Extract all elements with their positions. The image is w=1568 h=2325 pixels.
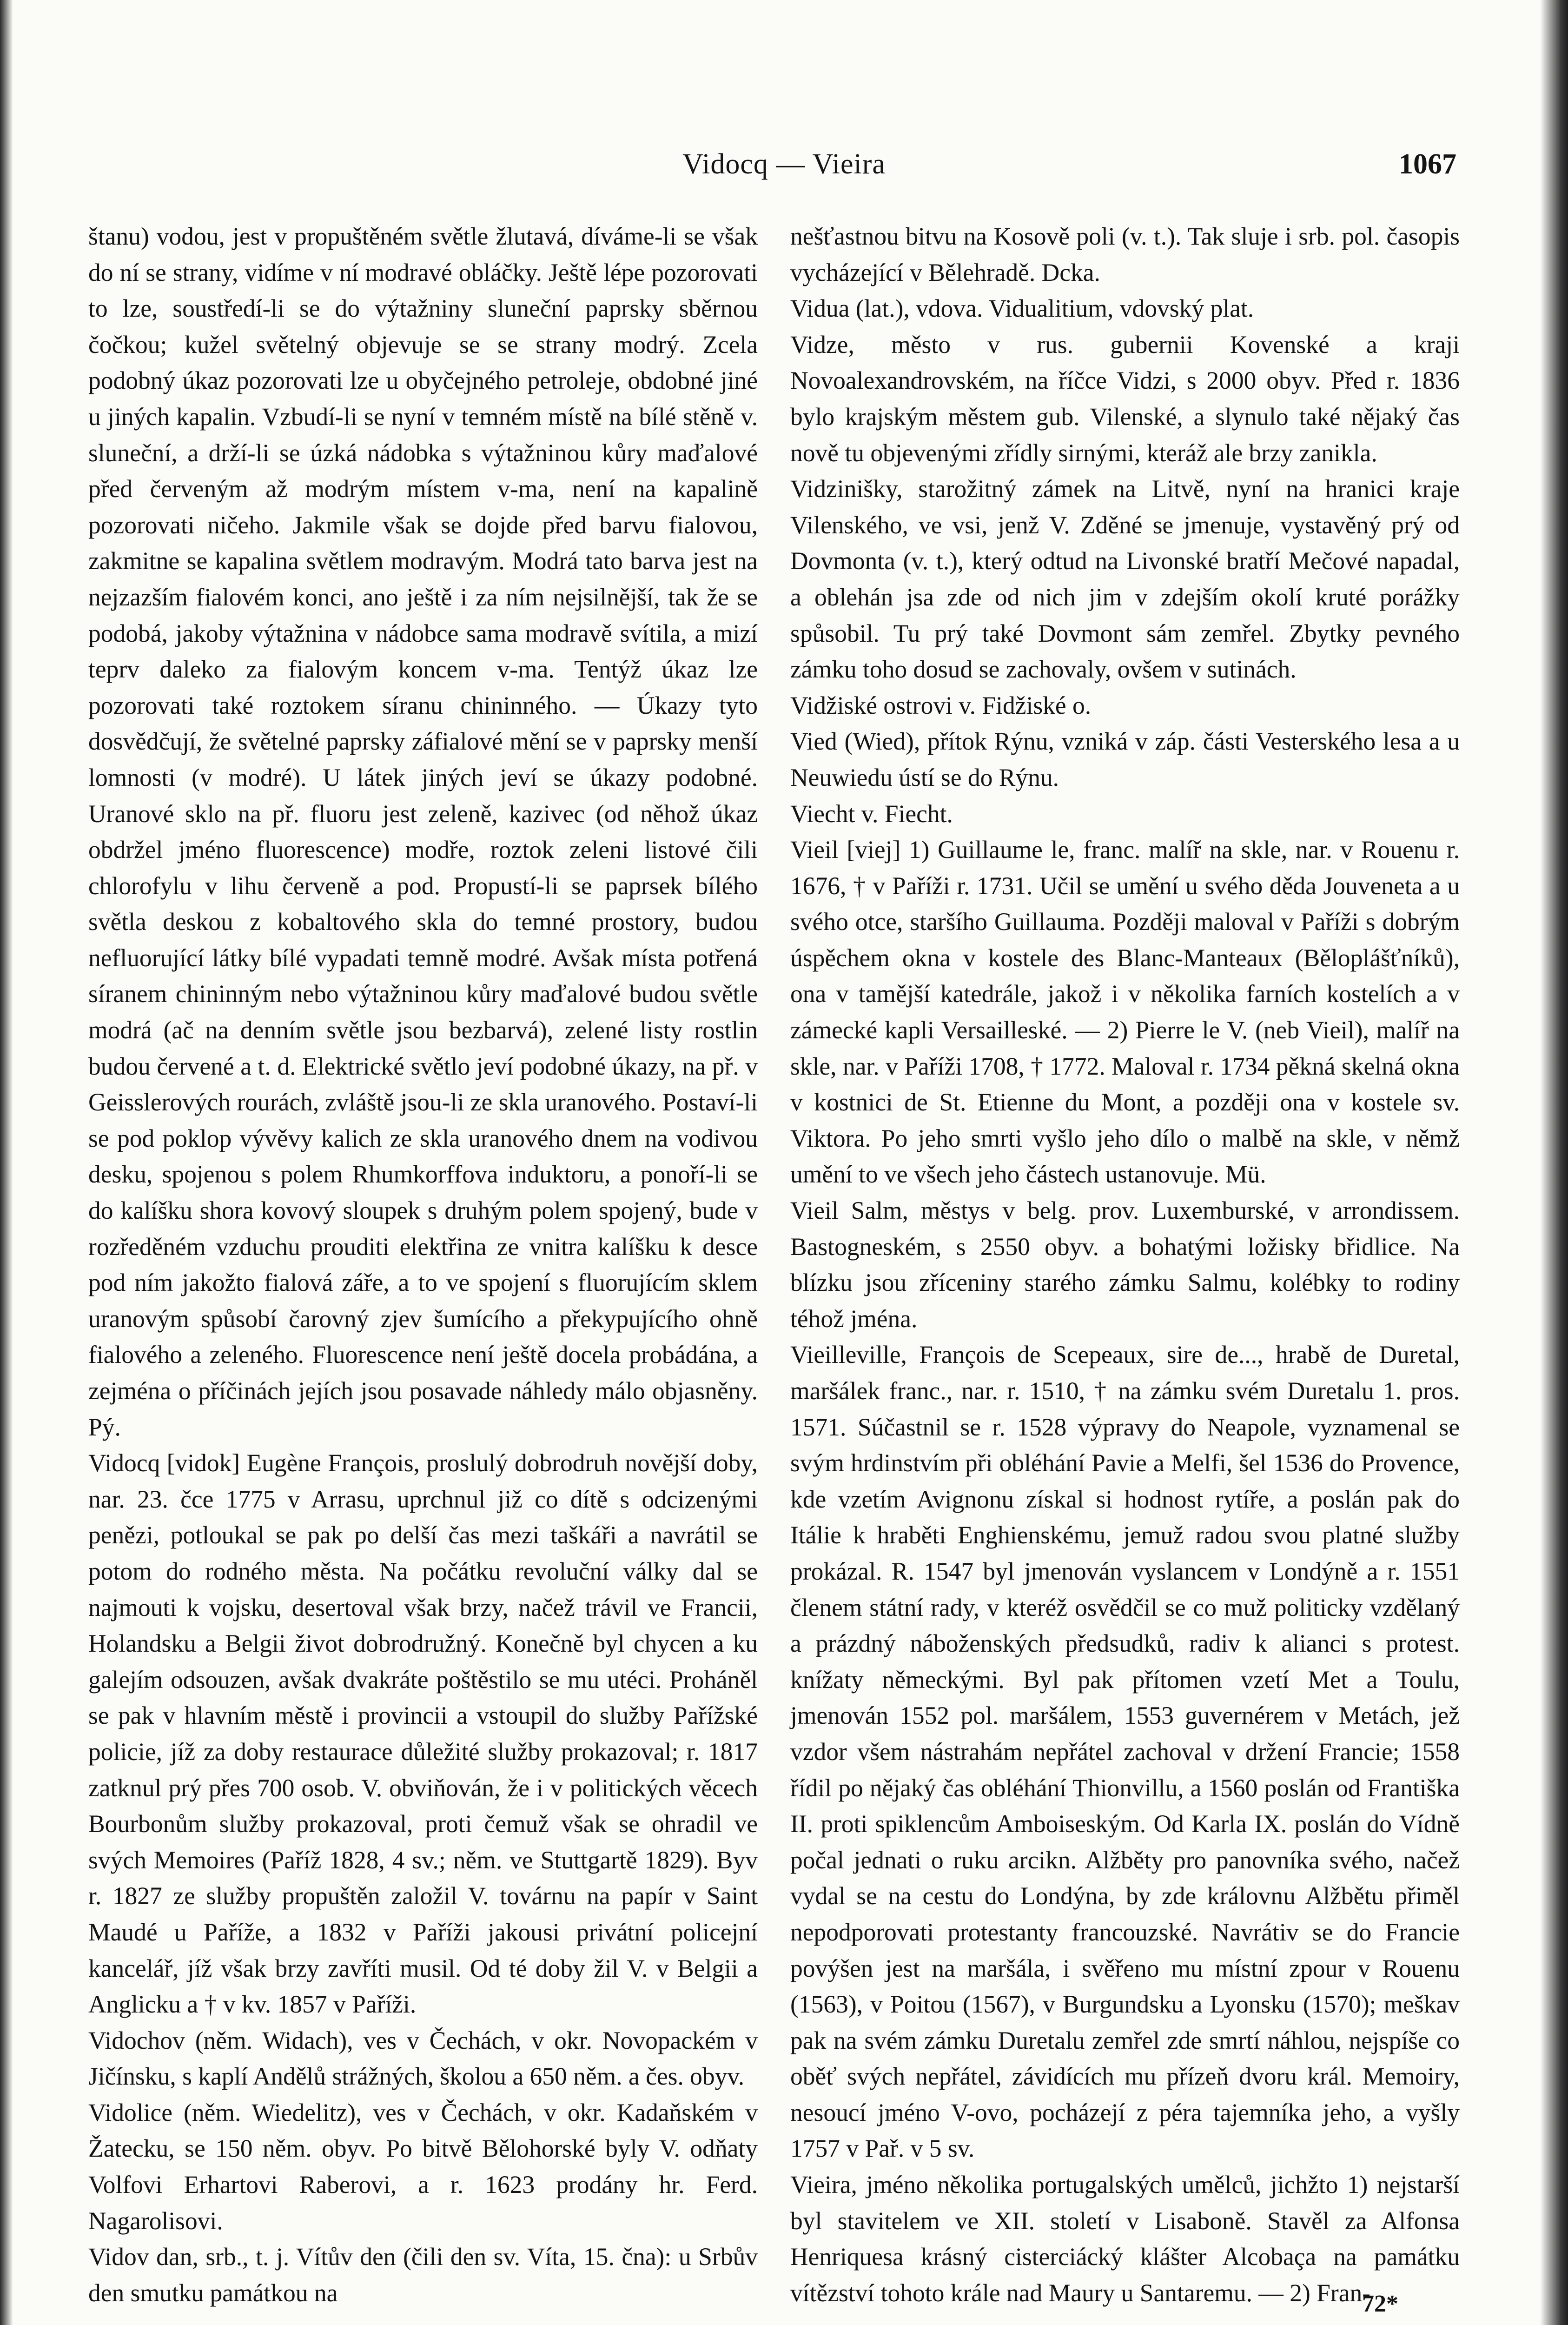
entry-vied: Vied (Wied), přítok Rýnu, vzniká v záp. části Vesterského lesa a u Neuwiedu ústí se do Rýnu. bbox=[790, 727, 1460, 791]
right-column bbox=[790, 219, 1460, 2311]
entry-vidocq: Vidocq [vidok] Eugène François, proslulý dobrodruh novější doby, nar. 23. čce 1775 v Arrasu, uprchnul již co dítě s odcizenými penězi, potloukal se pak po delší čas mezi taškáři a navrátil se potom do rodného města. Na počátku revoluční války dal se najmouti k vojsku, desertoval však brzy, načež trávil ve Francii, Holandsku a Belgii život dobrodružný. Konečně byl chycen a ku galejím odsouzen, avšak dvakráte poštěstilo se mu utéci. Proháněl se pak v hlavním městě i provincii a vstoupil do služby Pařížské policie, jíž za doby restaurace důležité služby prokazoval; r. 1817 zatknul prý přes 700 osob. V. obviňován, že i v politických věcech Bourbonům služby prokazoval, proti čemuž však se ohradil ve svých Memoires (Paříž 1828, 4 sv.; něm. ve Stuttgartě 1829). Byv r. 1827 ze služby propuštěn založil V. továrnu na papír v Saint Maudé u Paříže, a 1832 v Paříži jakousi privátní policejní kancelář, jíž však brzy zavříti musil. Od té doby žil V. v Belgii a Anglicku a † v kv. 1857 v Paříži. bbox=[88, 1449, 758, 2019]
entry-vidze: Vidze, město v rus. gubernii Kovenské a kraji Novoalexandrovském, na říčce Vidzi, s 2000 obyv. Před r. 1836 bylo krajským městem gub. Vilenské, a slynulo také nějaký čas nově tu objevenými zřídly sirnými, kteráž ale brzy zanikla. bbox=[790, 330, 1460, 467]
entry-vidov-dan: Vidov dan, srb., t. j. Vítův den (čili den sv. Víta, 15. čna): u Srbův den smutku památkou na bbox=[88, 2243, 758, 2307]
entry-vieil: Vieil [viej] 1) Guillaume le, franc. malíř na skle, nar. v Rouenu r. 1676, † v Paříži r. 1731. Učil se umění u svého děda Jouveneta a u svého otce, staršího Guillauma. Později maloval v Paříži s dobrým úspěchem okna v kostele des Blanc-Manteaux (Běloplášťníků), ona v tamější katedrále, jakož i v několika farních kostelích a v zámecké kapli Versailleské. — 2) Pierre le V. (neb Vieil), malíř na skle, nar. v Paříži 1708, † 1772. Maloval r. 1734 pěkná skelná okna v kostnici de St. Etienne du Mont, a později ona v kostele sv. Viktora. Po jeho smrti vyšlo jeho dílo o malbě na skle, v němž umění to ve všech jeho částech ustanovuje. Mü. bbox=[790, 836, 1460, 1189]
entry-vieira: Vieira, jméno několika portugalských umělců, jichžto 1) nejstarší byl stavitelem ve XII. století v Lisaboně. Stavěl za Alfonsa Henriquesa krásný cisterciácký klášter Alcobaça na památku vítězství tohoto krále nad Maury u Santaremu. — 2) Fran- bbox=[790, 2171, 1460, 2307]
entry-viecht: Viecht v. Fiecht. bbox=[790, 799, 953, 828]
entry-vieil-salm: Vieil Salm, městys v belg. prov. Luxemburské, v arrondissem. Bastogneském, s 2550 obyv. a bohatými ložisky břidlice. Na blízku jsou zříceniny starého zámku Salmu, kolébky to rodiny téhož jména. bbox=[790, 1196, 1460, 1333]
left-paragraph-fluorescence: štanu) vodou, jest v propuštěném světle žlutavá, díváme-li se však do ní se strany, vidíme v ní modravé obláčky. Ještě lépe pozorovati to lze, soustředí-li se do výtažniny sluneční paprsky sběrnou čočkou; kužel světelný objevuje se se strany modrý. Zcela podobný úkaz pozorovati lze u obyčejného petroleje, obdobné jiné u jiných kapalin. Vzbudí-li se nyní v temném místě na bílé stěně v. sluneční, a drží-li se úzká nádobka s výtažninou kůry maďalové před červeným až modrým místem v-ma, není na kapalině pozorovati ničeho. Jakmile však se dojde před barvu fialovou, zakmitne se kapalina světlem modravým. Modrá tato barva jest na nejzazším fialovém konci, ano ještě i za ním nejsilnější, tak že se podobá, jakoby výtažnina v nádobce sama modravě svítila, a mizí teprv daleko za fialovým koncem v-ma. Tentýž úkaz lze pozorovati také roztokem síranu chininného. — Úkazy tyto dosvědčují, že světelné paprsky záfialové mění se v paprsky menší lomnosti (v modré). U látek jiných jeví se úkazy podobné. Uranové sklo na př. fluoru jest zeleně, kazivec (od něhož úkaz obdržel jméno fluorescence) modře, roztok zeleni listové čili chlorofylu v lihu červeně a pod. Propustí-li se paprsek bílého světla deskou z kobaltového skla do temné prostory, budou nefluorující látky bílé vypadati temně modré. Avšak místa potřená síranem chininným nebo výtažninou kůry maďalové budou světle modrá (ač na denním světle jsou bezbarvá), zelené listy rostlin budou červené a t. d. Elektrické světlo jeví podobné úkazy, na př. v Geisslerových rourách, zvláště jsou-li ze skla uranového. Postaví-li se pod poklop vývěvy kalich ze skla uranového dnem na vodivou desku, spojenou s polem Rhumkorffova induktoru, a ponoří-li se do kalíšku shora kovový sloupek s druhým polem spojený, bude v rozředěném vzduchu prouditi elektřina ze vnitra kalíšku k desce pod ním jakožto fialová záře, a to ve spojení s fluorujícím sklem uranovým spůsobí čarovný zjev šumícího a překypujícího ohně fialového a zeleného. Fluorescence není ještě docela probádána, a zejména o příčinách jejích jsou posavade náhledy málo objasněny. Pý. bbox=[88, 222, 758, 1441]
entry-vidzinisky: Vidzinišky, starožitný zámek na Litvě, nyní na hranici kraje Vilenského, ve vsi, jenž V. Zděné se jmenuje, vystavěný prý od Dovmonta (v. t.), který odtud na Livonské bratří Mečové napadal, a oblehán jsa zde od nich jim v zdejším okolí kruté porážky spůsobil. Tu prý také Dovmont sám zemřel. Zbytky pevného zámku toho dosud se zachovaly, ovšem v sutinách. bbox=[790, 475, 1460, 684]
left-column bbox=[88, 219, 758, 2311]
entry-vieilleville: Vieilleville, François de Scepeaux, sire de..., hrabě de Duretal, maršálek franc., nar. r. 1510, † na zámku svém Duretalu 1. pros. 1571. Súčastnil se r. 1528 výpravy do Neapole, vyznamenal se svým hrdinstvím při obléhání Pavie a Melfi, šel 1536 do Provence, kde vzetím Avignonu získal si hodnost rytíře, a poslán pak do Itálie k hraběti Enghienskému, jemuž radou svou platné služby prokázal. R. 1547 byl jmenován vyslancem v Londýně a r. 1551 členem státní rady, v kteréž osvědčil se co muž politicky vzdělaný a prázdný náboženských předsudků, radiv k alianci s protest. knížaty německými. Byl pak přítomen vzetí Met a Toulu, jmenován 1552 pol. maršálem, 1553 guvernérem v Metách, jež vzdor všem nástrahám nepřátel zachoval v držení Francie; 1558 řídil po nějaký čas obléhání Thionvillu, a 1560 poslán od Františka II. proti spiklencům Amboiseským. Od Karla IX. poslán do Vídně počal jednati o ruku arcikn. Alžběty pro panovníka svého, načež vydal se na cestu do Londýna, by zde královnu Alžbětu přiměl nepodporovati protestanty francouzské. Navrátiv se do Francie povýšen jest na maršála, i svěřeno mu místní zpour v Rouenu (1563), v Poitou (1567), v Burgundsku a Lyonsku (1570); meškav pak na svém zámku Duretalu zemřel zde smrtí náhlou, nejspíše co oběť svých nepřátel, závidících mu přízeň dvoru král. Memoiry, nesoucí jméno V-ovo, pocházejí z péra tajemníka jeho, a vyšly 1757 v Pař. v 5 sv. bbox=[790, 1341, 1460, 2163]
entry-vidochov: Vidochov (něm. Widach), ves v Čechách, v okr. Novopackém v Jičínsku, s kaplí Andělů strážných, školou a 650 něm. a čes. obyv. bbox=[88, 2026, 758, 2091]
entry-vidov-dan-cont: nešťastnou bitvu na Kosově poli (v. t.). Tak sluje i srb. pol. časopis vycházející v Bělehradě. Dcka. bbox=[790, 222, 1460, 286]
entry-vidua: Vidua (lat.), vdova. Vidualitium, vdovský plat. bbox=[790, 294, 1254, 323]
entry-vidolice: Vidolice (něm. Wiedelitz), ves v Čechách, v okr. Kadaňském v Žatecku, se 150 něm. obyv. Po bitvě Bělohorské byly V. odňaty Volfovi Erhartovi Raberovi, a r. 1623 prodány hr. Ferd. Nagarolisovi. bbox=[88, 2098, 758, 2235]
running-title: Vidocq — Vieira bbox=[682, 148, 886, 180]
page-number: 1067 bbox=[1399, 148, 1456, 180]
page-header bbox=[98, 148, 1470, 194]
signature-mark: 72* bbox=[1362, 2291, 1398, 2317]
entry-vidziske-ostrovi: Vidžiské ostrovi v. Fidžiské o. bbox=[790, 691, 1092, 719]
scan-edge-right bbox=[1540, 0, 1568, 2325]
scan-edge-left bbox=[0, 0, 13, 2325]
